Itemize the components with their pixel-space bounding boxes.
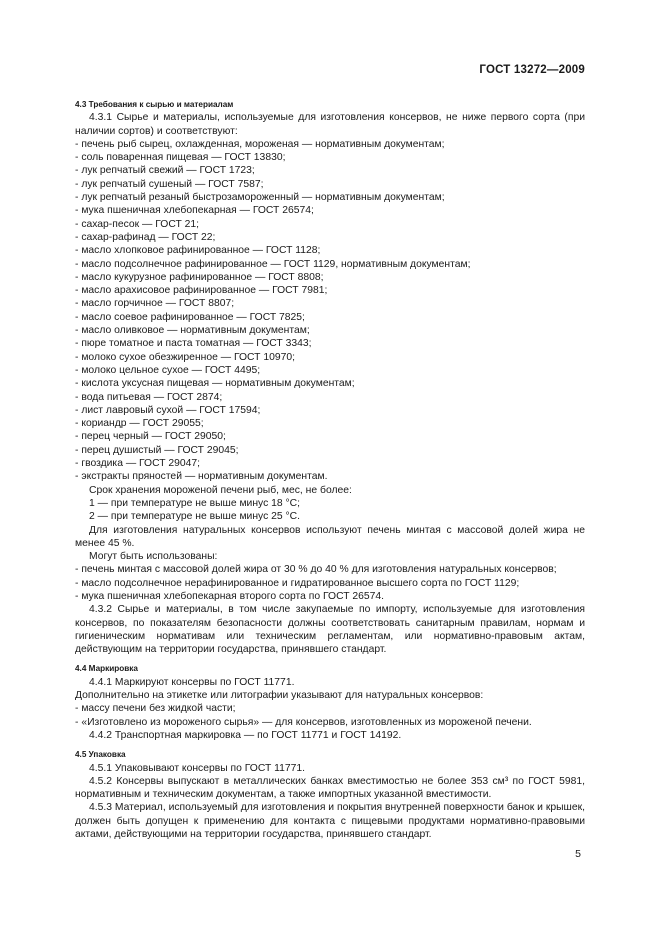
paragraph-4-4-2: 4.4.2 Транспортная маркировка — по ГОСТ 11771 и ГОСТ 14192. — [89, 729, 402, 741]
paragraph-4-4-1: 4.4.1 Маркируют консервы по ГОСТ 11771. — [89, 676, 295, 688]
may-use-title: Могут быть использованы: — [89, 551, 218, 563]
list-item: - масло горчичное — ГОСТ 8807; — [75, 298, 235, 310]
list-item: - перец душистый — ГОСТ 29045; — [75, 444, 239, 456]
list-item: - экстракты пряностей — нормативным документам. — [75, 471, 328, 483]
list-item: - перец черный — ГОСТ 29050; — [75, 431, 226, 443]
storage-line-2: 2 — при температуре не выше минус 25 °С. — [89, 511, 301, 523]
list-item: - масло кукурузное рафинированное — ГОСТ 8808; — [75, 271, 324, 283]
paragraph-4-3-2: 4.3.2 Сырье и материалы, в том числе закупаемые по импорту, используемые для изготовления консервов, по показателям безопасности должны соответствовать санитарным правилам, нормам и гигиеническим нормативам или техническим регламентам, или нормативно-правовым актам, действующим на территории государства, принявшего стандарт. — [75, 604, 585, 656]
list-item: - вода питьевая — ГОСТ 2874; — [75, 391, 223, 403]
list-item: - мука пшеничная хлебопекарная — ГОСТ 26574; — [75, 205, 314, 217]
list-item: - лук репчатый сушеный — ГОСТ 7587; — [75, 178, 264, 190]
list-item: - масло хлопковое рафинированное — ГОСТ 1128; — [75, 245, 321, 257]
fat-note: Для изготовления натуральных консервов используют печень минтая с массовой долей жира не менее 45 %. — [75, 524, 585, 549]
list-item: - лист лавровый сухой — ГОСТ 17594; — [75, 404, 261, 416]
marking-extra: Дополнительно на этикетке или литографии указывают для натуральных консервов: — [75, 690, 484, 702]
list-item: - мука пшеничная хлебопекарная второго сорта по ГОСТ 26574. — [75, 590, 385, 602]
list-item: - пюре томатное и паста томатная — ГОСТ 3343; — [75, 338, 312, 350]
list-item: - сахар-песок — ГОСТ 21; — [75, 218, 200, 230]
paragraph-4-5-2: 4.5.2 Консервы выпускают в металлических банках вместимостью не более 353 см³ по ГОСТ 5981, нормативным и техническим документам, а также импортных указанной вместимости. — [75, 775, 585, 801]
list-item: - молоко сухое обезжиренное — ГОСТ 10970; — [75, 351, 295, 363]
document-body — [75, 98, 585, 841]
list-item: - масло подсолнечное рафинированное — ГОСТ 1129, нормативным документам; — [75, 258, 471, 270]
section-title-4-3: 4.3 Требования к сырью и материалам — [75, 100, 234, 109]
list-item: - печень минтая с массовой долей жира от 30 % до 40 % для изготовления натуральных консервов; — [75, 564, 557, 576]
list-item: - лук репчатый свежий — ГОСТ 1723; — [75, 165, 255, 177]
storage-title: Срок хранения мороженой печени рыб, мес, не более: — [89, 484, 352, 496]
storage-line-1: 1 — при температуре не выше минус 18 °С; — [89, 497, 301, 509]
list-item: - масло арахисовое рафинированное — ГОСТ 7981; — [75, 285, 328, 297]
paragraph-4-3-1: 4.3.1 Сырье и материалы, используемые для изготовления консервов, не ниже первого сорта (при наличии сортов) и соответствуют: — [75, 112, 585, 137]
list-item: - кислота уксусная пищевая — нормативным документам; — [75, 378, 355, 390]
list-item: - «Изготовлено из мороженого сырья» — для консервов, изготовленных из мороженой печени. — [75, 716, 532, 728]
list-item: - масло соевое рафинированное — ГОСТ 7825; — [75, 311, 305, 323]
list-item: - печень рыб сырец, охлажденная, мороженая — нормативным документам; — [75, 138, 445, 150]
section-title-4-5: 4.5 Упаковка — [75, 750, 126, 760]
section-title-4-4: 4.4 Маркировка — [75, 664, 138, 674]
document-code: ГОСТ 13272—2009 — [479, 64, 585, 76]
list-item: - лук репчатый резаный быстрозамороженный — нормативным документам; — [75, 192, 445, 204]
list-item: - гвоздика — ГОСТ 29047; — [75, 458, 201, 470]
list-item: - соль поваренная пищевая — ГОСТ 13830; — [75, 152, 286, 164]
list-item: - массу печени без жидкой части; — [75, 703, 236, 715]
paragraph-4-5-1: 4.5.1 Упаковывают консервы по ГОСТ 11771. — [89, 762, 306, 774]
list-item: - масло подсолнечное нерафинированное и гидратированное высшего сорта по ГОСТ 1129; — [75, 577, 520, 589]
list-item: - молоко цельное сухое — ГОСТ 4495; — [75, 364, 261, 376]
list-item: - сахар-рафинад — ГОСТ 22; — [75, 231, 216, 243]
page-number: 5 — [575, 848, 581, 860]
list-item: - кориандр — ГОСТ 29055; — [75, 418, 204, 430]
paragraph-4-5-3: 4.5.3 Материал, используемый для изготовления и покрытия внутренней поверхности банок и крышек, должен быть допущен к применению для контакта с пищевыми продуктами нормативно-правовыми актами, действующими на территории государства, принявшего стандарт. — [75, 802, 585, 841]
list-item: - масло оливковое — нормативным документам; — [75, 325, 310, 337]
